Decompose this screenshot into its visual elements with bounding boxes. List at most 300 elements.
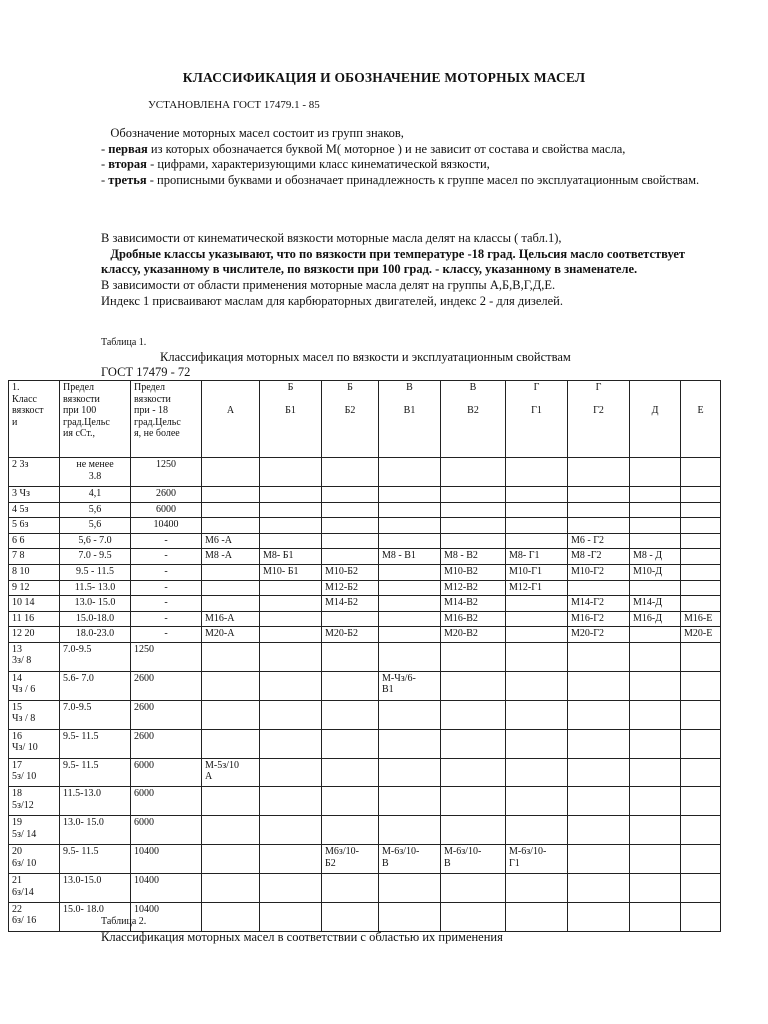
table-cell: 10 14: [9, 596, 60, 612]
table-cell: [681, 816, 721, 845]
table-cell: [630, 580, 681, 596]
table-cell: 16 Чз/ 10: [9, 729, 60, 758]
table-cell: [322, 729, 379, 758]
table-cell: 11 16: [9, 611, 60, 627]
table-cell: М-5з/10 А: [202, 758, 260, 787]
table-cell: [441, 902, 506, 931]
table-cell: [260, 671, 322, 700]
table-cell: [322, 787, 379, 816]
table-cell: [681, 458, 721, 487]
table-cell: [568, 642, 630, 671]
table-cell: М10-Д: [630, 564, 681, 580]
table-cell: [630, 729, 681, 758]
table-cell: 15.0-18.0: [60, 611, 131, 627]
table-cell: [441, 700, 506, 729]
table-cell: [260, 533, 322, 549]
table-cell: [202, 874, 260, 903]
table-row: [9, 518, 721, 534]
table-cell: 7.0-9.5: [60, 700, 131, 729]
table-cell: 5,6: [60, 502, 131, 518]
classes-line: В зависимости от кинематической вязкости моторные масла делят на классы ( табл.1),: [101, 231, 562, 245]
table-cell: [260, 458, 322, 487]
table-cell: [506, 758, 568, 787]
table-cell: [202, 671, 260, 700]
table-cell: [441, 758, 506, 787]
table-cell: [506, 874, 568, 903]
intro-line: Обозначение моторных масел состоит из групп знаков,: [110, 126, 404, 140]
table-cell: [506, 533, 568, 549]
table-cell: [506, 642, 568, 671]
table-row: [9, 671, 721, 700]
table-cell: [630, 874, 681, 903]
table-cell: [441, 533, 506, 549]
table-cell: [568, 816, 630, 845]
table-cell: 9.5- 11.5: [60, 845, 131, 874]
table-cell: М14-Д: [630, 596, 681, 612]
table-cell: -: [131, 596, 202, 612]
table-cell: [322, 902, 379, 931]
table-cell: [506, 596, 568, 612]
table-cell: [202, 642, 260, 671]
table-cell: М16-Е: [681, 611, 721, 627]
table-cell: 13 3з/ 8: [9, 642, 60, 671]
table-cell: М16-Д: [630, 611, 681, 627]
table-cell: [568, 671, 630, 700]
table-cell: [630, 502, 681, 518]
table-cell: 18 5з/12: [9, 787, 60, 816]
table-cell: [260, 642, 322, 671]
table-cell: 6 6: [9, 533, 60, 549]
table-cell: [322, 518, 379, 534]
table-cell: 5.6- 7.0: [60, 671, 131, 700]
table-cell: [260, 487, 322, 503]
table-cell: -: [131, 627, 202, 643]
table-cell: [202, 902, 260, 931]
table-cell: -: [131, 611, 202, 627]
table2-title: Классификация моторных масел в соответствии с областью их применения: [101, 930, 503, 944]
table-cell: [506, 700, 568, 729]
table-cell: 9.5- 11.5: [60, 729, 131, 758]
table-cell: 5 6з: [9, 518, 60, 534]
table-cell: [379, 611, 441, 627]
table-cell: 3 Чз: [9, 487, 60, 503]
table-cell: 17 5з/ 10: [9, 758, 60, 787]
table-cell: [441, 518, 506, 534]
table-cell: М16-А: [202, 611, 260, 627]
table-row: [9, 611, 721, 627]
table-row: [9, 564, 721, 580]
table-cell: [681, 502, 721, 518]
table-header-cell: Б Б1: [260, 381, 322, 458]
table-cell: [260, 902, 322, 931]
table-cell: М-6з/10- В: [379, 845, 441, 874]
table-cell: [322, 671, 379, 700]
table-cell: М16-Г2: [568, 611, 630, 627]
table-cell: [506, 611, 568, 627]
table-cell: [506, 487, 568, 503]
table-cell: 6000: [131, 787, 202, 816]
table-cell: [379, 533, 441, 549]
table-cell: М8 -Г2: [568, 549, 630, 565]
table-header-cell: Г Г1: [506, 381, 568, 458]
table-cell: [322, 642, 379, 671]
table-cell: М6 - Г2: [568, 533, 630, 549]
index-line: Индекс 1 присваивают маслам для карбюраторных двигателей, индекс 2 - для дизелей.: [101, 293, 563, 308]
table2-label: Таблица 2.: [101, 916, 147, 927]
table-cell: [681, 700, 721, 729]
table-cell: [681, 564, 721, 580]
table-cell: [441, 874, 506, 903]
table-row: [9, 580, 721, 596]
table-row: [9, 549, 721, 565]
table-cell: М8 - В1: [379, 549, 441, 565]
table-cell: 6000: [131, 502, 202, 518]
table-cell: М12-В2: [441, 580, 506, 596]
table-cell: [202, 458, 260, 487]
table-header-cell: Б Б2: [322, 381, 379, 458]
table-cell: [202, 845, 260, 874]
table-cell: [681, 758, 721, 787]
table-cell: 18.0-23.0: [60, 627, 131, 643]
table-header-cell: 1. Класс вязкост и: [9, 381, 60, 458]
table-cell: 5,6 - 7.0: [60, 533, 131, 549]
table-cell: [379, 902, 441, 931]
table-header-cell: А: [202, 381, 260, 458]
table-cell: [630, 671, 681, 700]
table-cell: [506, 458, 568, 487]
table-cell: 2600: [131, 729, 202, 758]
table-cell: [379, 564, 441, 580]
classes-paragraph: [101, 231, 701, 310]
table-cell: [322, 700, 379, 729]
table-cell: [379, 518, 441, 534]
table-cell: 1250: [131, 458, 202, 487]
table-cell: [630, 816, 681, 845]
table-cell: [202, 596, 260, 612]
table-cell: [260, 816, 322, 845]
table-cell: [441, 487, 506, 503]
table-cell: -: [131, 564, 202, 580]
table-header-cell: Е: [681, 381, 721, 458]
table-cell: [568, 845, 630, 874]
first-group-item: - первая из которых обозначается буквой М( моторное ) и не зависит от состава и свойства масла,: [101, 141, 626, 156]
table-cell: [379, 642, 441, 671]
table-cell: 4,1: [60, 487, 131, 503]
table-cell: [379, 787, 441, 816]
second-group-item: - вторая - цифрами, характеризующими класс кинематической вязкости,: [101, 157, 490, 172]
table-cell: 6000: [131, 816, 202, 845]
table-cell: [202, 564, 260, 580]
table-cell: [681, 487, 721, 503]
table-cell: 9 12: [9, 580, 60, 596]
table-cell: [506, 787, 568, 816]
table-cell: [202, 816, 260, 845]
table-cell: М8 - Д: [630, 549, 681, 565]
table-header-cell: В В2: [441, 381, 506, 458]
table-cell: М10-Г2: [568, 564, 630, 580]
table1-title: Классификация моторных масел по вязкости и эксплуатационным свойствам: [160, 350, 571, 364]
fraction-classes-note: Дробные классы указывают, что по вязкости при температуре -18 град. Цельсия масло соответствует классу, указанному в числителе, по вязкости при 100 град. - классу, указанному в знаменателе.: [101, 246, 686, 277]
table-cell: [379, 487, 441, 503]
table-cell: [260, 518, 322, 534]
table-cell: М8- Г1: [506, 549, 568, 565]
table-cell: [568, 758, 630, 787]
table-cell: [379, 700, 441, 729]
document-title: КЛАССИФИКАЦИЯ И ОБОЗНАЧЕНИЕ МОТОРНЫХ МАСЕЛ: [182, 70, 586, 85]
intro-paragraph: [101, 126, 701, 189]
table-cell: М14-Б2: [322, 596, 379, 612]
table-cell: [630, 902, 681, 931]
table-cell: 22 6з/ 16: [9, 902, 60, 931]
gost-reference: УСТАНОВЛЕНА ГОСТ 17479.1 - 85: [148, 99, 320, 111]
table-cell: [506, 902, 568, 931]
table-cell: [379, 627, 441, 643]
table-cell: 11.5-13.0: [60, 787, 131, 816]
table-cell: [506, 816, 568, 845]
table-cell: [322, 758, 379, 787]
table-cell: [322, 549, 379, 565]
table-cell: [568, 518, 630, 534]
table-cell: 7 8: [9, 549, 60, 565]
table-cell: М6з/10- Б2: [322, 845, 379, 874]
table-cell: 5,6: [60, 518, 131, 534]
table-cell: [441, 502, 506, 518]
table-row: [9, 487, 721, 503]
table-cell: М10-Г1: [506, 564, 568, 580]
table-cell: [568, 902, 630, 931]
table-cell: 1250: [131, 642, 202, 671]
table-cell: [630, 700, 681, 729]
table-cell: 13.0- 15.0: [60, 816, 131, 845]
table-cell: [568, 787, 630, 816]
table-cell: 19 5з/ 14: [9, 816, 60, 845]
table-cell: [681, 580, 721, 596]
table-cell: [202, 487, 260, 503]
table-cell: [568, 874, 630, 903]
table-cell: М12-Б2: [322, 580, 379, 596]
table-cell: [506, 518, 568, 534]
table-cell: [568, 580, 630, 596]
table-cell: 7.0-9.5: [60, 642, 131, 671]
table-cell: [202, 729, 260, 758]
table1-label: Таблица 1.: [101, 337, 147, 348]
table-cell: 2600: [131, 487, 202, 503]
viscosity-classification-table: [8, 380, 721, 932]
table-row: [9, 874, 721, 903]
table-row: [9, 458, 721, 487]
table-cell: [681, 518, 721, 534]
table-cell: [441, 642, 506, 671]
table-cell: [379, 758, 441, 787]
table-cell: М-Чз/6- В1: [379, 671, 441, 700]
table-cell: [681, 549, 721, 565]
table-row: [9, 758, 721, 787]
table-cell: 10400: [131, 902, 202, 931]
table-cell: -: [131, 580, 202, 596]
groups-line: В зависимости от области применения моторные масла делят на группы А,Б,В,Г,Д,Е.: [101, 278, 556, 293]
table-cell: [202, 700, 260, 729]
table-cell: [260, 627, 322, 643]
table-cell: [379, 502, 441, 518]
table-row: [9, 596, 721, 612]
table-cell: М20-Е: [681, 627, 721, 643]
table-cell: [379, 580, 441, 596]
table-row: [9, 642, 721, 671]
table-row: [9, 627, 721, 643]
table-cell: [322, 487, 379, 503]
table-cell: М-6з/10- Г1: [506, 845, 568, 874]
table-cell: [379, 816, 441, 845]
table-cell: [568, 458, 630, 487]
table-cell: 13.0-15.0: [60, 874, 131, 903]
table-cell: [260, 580, 322, 596]
table-cell: [260, 596, 322, 612]
table-cell: 2600: [131, 671, 202, 700]
table-cell: [681, 787, 721, 816]
table-cell: [568, 729, 630, 758]
table-cell: М8 -А: [202, 549, 260, 565]
table-cell: М16-В2: [441, 611, 506, 627]
table-cell: -: [131, 533, 202, 549]
table-cell: [441, 671, 506, 700]
table-cell: [441, 729, 506, 758]
table-cell: М6 -А: [202, 533, 260, 549]
table-cell: [379, 729, 441, 758]
table-cell: 2 3з: [9, 458, 60, 487]
table-cell: [681, 596, 721, 612]
table-cell: [681, 845, 721, 874]
table-cell: 9.5- 11.5: [60, 758, 131, 787]
table-cell: 13.0- 15.0: [60, 596, 131, 612]
table-cell: [681, 671, 721, 700]
table-cell: [322, 874, 379, 903]
table-header-cell: Д: [630, 381, 681, 458]
table-cell: 4 5з: [9, 502, 60, 518]
table-cell: М20-Б2: [322, 627, 379, 643]
table-cell: [322, 533, 379, 549]
table-cell: [202, 518, 260, 534]
table-cell: [630, 518, 681, 534]
table-cell: [322, 502, 379, 518]
table-cell: [260, 729, 322, 758]
table-cell: [260, 874, 322, 903]
table-cell: [506, 502, 568, 518]
table-cell: [260, 758, 322, 787]
table-cell: 6000: [131, 758, 202, 787]
table-cell: М14-В2: [441, 596, 506, 612]
table-cell: [630, 758, 681, 787]
table-cell: -: [131, 549, 202, 565]
table-cell: 9.5 - 11.5: [60, 564, 131, 580]
table-row: [9, 845, 721, 874]
table-cell: [681, 902, 721, 931]
table-row: [9, 502, 721, 518]
table-cell: [630, 487, 681, 503]
table-header-cell: Г Г2: [568, 381, 630, 458]
table-cell: 15.0- 18.0: [60, 902, 131, 931]
table-cell: М12-Г1: [506, 580, 568, 596]
table-row: [9, 533, 721, 549]
table-cell: М14-Г2: [568, 596, 630, 612]
table-row: [9, 816, 721, 845]
table-cell: 8 10: [9, 564, 60, 580]
table-cell: [630, 458, 681, 487]
table-row: [9, 700, 721, 729]
table-cell: 10400: [131, 874, 202, 903]
table-cell: [441, 816, 506, 845]
table-cell: М8 - В2: [441, 549, 506, 565]
table-cell: [322, 816, 379, 845]
table-cell: 10400: [131, 518, 202, 534]
table-cell: М20-Г2: [568, 627, 630, 643]
table-cell: [630, 642, 681, 671]
table-cell: [379, 458, 441, 487]
table-row: [9, 729, 721, 758]
table-header-cell: В В1: [379, 381, 441, 458]
table-cell: [322, 458, 379, 487]
table-cell: [506, 729, 568, 758]
table-cell: [681, 642, 721, 671]
table-cell: [630, 787, 681, 816]
table-cell: [379, 596, 441, 612]
table-cell: [441, 787, 506, 816]
table-cell: М-6з/10- В: [441, 845, 506, 874]
table-header-cell: Предел вязкости при 100 град.Цельс ия сСт.,: [60, 381, 131, 458]
table-cell: М10- Б1: [260, 564, 322, 580]
table-cell: [506, 627, 568, 643]
table-cell: 10400: [131, 845, 202, 874]
table-cell: 14 Чз / 6: [9, 671, 60, 700]
table-row: [9, 787, 721, 816]
table-cell: [202, 580, 260, 596]
table-cell: М20-А: [202, 627, 260, 643]
table-header-cell: Предел вязкости при - 18 град.Цельс я, не более: [131, 381, 202, 458]
table-cell: [260, 845, 322, 874]
table-cell: [630, 845, 681, 874]
table-cell: 7.0 - 9.5: [60, 549, 131, 565]
table-cell: [568, 502, 630, 518]
table-cell: [681, 533, 721, 549]
table-cell: 15 Чз / 8: [9, 700, 60, 729]
table-cell: [322, 611, 379, 627]
table-cell: [630, 533, 681, 549]
table-cell: [260, 787, 322, 816]
table-header-row: [9, 381, 721, 458]
table-cell: [260, 611, 322, 627]
table-cell: М10-В2: [441, 564, 506, 580]
table-cell: М8- Б1: [260, 549, 322, 565]
table-cell: [681, 874, 721, 903]
table-cell: [441, 458, 506, 487]
table-cell: [379, 874, 441, 903]
table-cell: 21 6з/14: [9, 874, 60, 903]
table-cell: 12 20: [9, 627, 60, 643]
table-cell: [202, 502, 260, 518]
table-cell: [568, 700, 630, 729]
table-cell: [260, 502, 322, 518]
table-cell: 20 6з/ 10: [9, 845, 60, 874]
table-cell: [568, 487, 630, 503]
table-cell: 2600: [131, 700, 202, 729]
table-cell: [202, 787, 260, 816]
table-cell: [630, 627, 681, 643]
third-group-item: - третья - прописными буквами и обозначает принадлежность к группе масел по эксплуатационным свойствам.: [101, 173, 700, 188]
table-cell: не менее 3.8: [60, 458, 131, 487]
table-cell: 11.5- 13.0: [60, 580, 131, 596]
table-cell: [506, 671, 568, 700]
table-cell: М20-В2: [441, 627, 506, 643]
table-cell: М10-Б2: [322, 564, 379, 580]
